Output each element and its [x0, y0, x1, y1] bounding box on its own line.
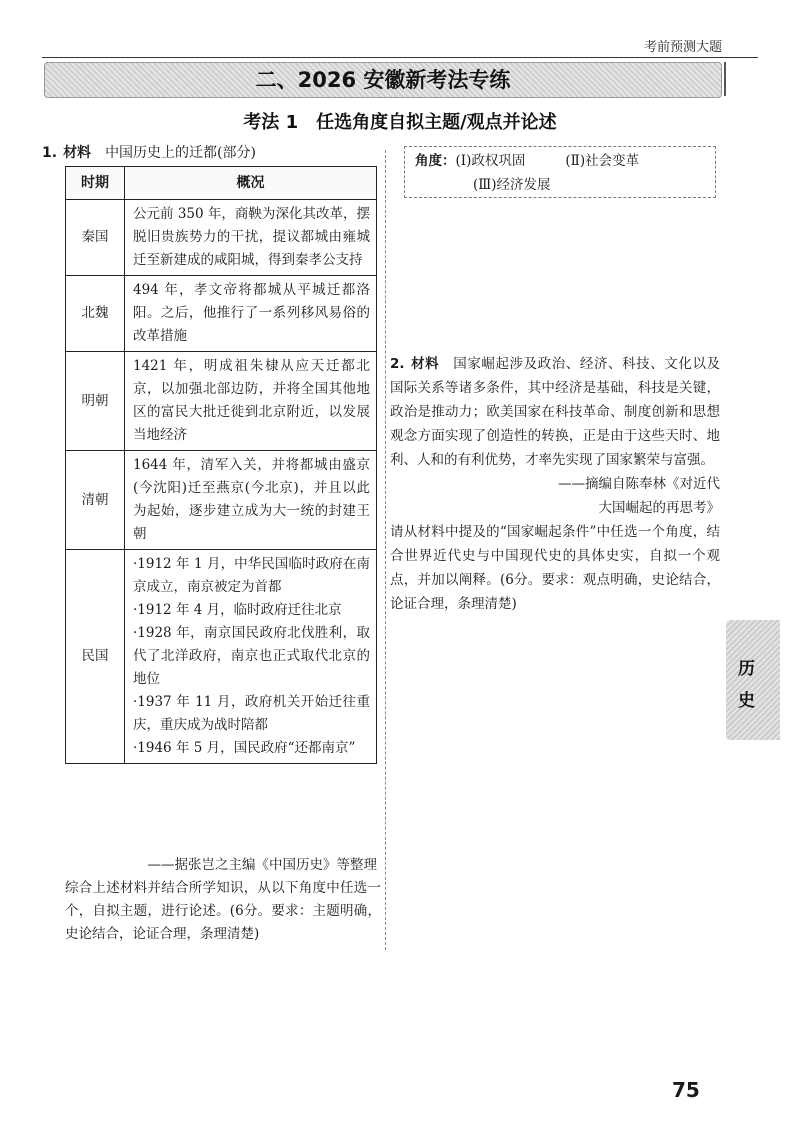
table-header-row	[66, 167, 377, 200]
period-cell: 北魏	[66, 276, 125, 352]
method-subtitle: 考法 1 任选角度自拟主题/观点并论述	[243, 112, 557, 133]
q1-tail	[65, 854, 381, 946]
period-cell: 清朝	[66, 451, 125, 550]
angles-row	[415, 173, 705, 197]
migration-table	[65, 166, 377, 764]
q2-number: 2.	[390, 356, 405, 372]
angle-item: (Ⅱ)社会变革	[565, 153, 640, 169]
angles-label: 角度：	[415, 153, 456, 169]
table-row	[66, 352, 377, 451]
angle-item: (Ⅲ)经济发展	[473, 177, 551, 193]
page-number: 75	[672, 1078, 700, 1102]
q1-prompt: 综合上述材料并结合所学知识，从以下角度中任选一个，自拟主题，进行论述。(6分。要求：主题明确，史论结合，论证合理，条理清楚)	[65, 880, 381, 942]
table-row	[66, 451, 377, 550]
period-cell: 秦国	[66, 200, 125, 276]
q2-material-label: 材料	[410, 356, 440, 372]
angle-indent	[415, 173, 473, 197]
table-row	[66, 200, 377, 276]
q2-material	[390, 352, 720, 472]
q2	[390, 352, 720, 616]
title-bar-tail	[718, 62, 726, 96]
section-label: 考前预测大题	[643, 40, 722, 55]
q1-source: ——据张岂之主编《中国历史》等整理	[147, 857, 377, 873]
q2-material-body: 国家崛起涉及政治、经济、科技、文化以及国际关系等诸多条件，其中经济是基础，科技是关键，政治是推动力；欧美国家在科技革命、制度创新和思想观念方面实现了创造性的转换，正是由于这些天时、地利、人和的有利优势，才率先实现了国家繁荣与富强。	[390, 356, 721, 468]
timeline-entry: ·1937 年 11 月，政府机关开始迁往重庆，重庆成为战时陪都	[133, 694, 370, 733]
side-tab-char: 历	[738, 659, 755, 679]
table-header-overview: 概况	[125, 167, 377, 200]
period-cell: 明朝	[66, 352, 125, 451]
table-row	[66, 550, 377, 764]
column-divider	[385, 150, 386, 950]
q1-material-title: 中国历史上的迁都(部分)	[105, 145, 256, 161]
table-row	[66, 276, 377, 352]
angles-box	[404, 146, 716, 198]
overview-cell: 494 年，孝文帝将都城从平城迁都洛阳。之后，他推行了一系列移风易俗的改革措施	[125, 276, 377, 352]
q1-material-label: 材料	[63, 145, 92, 161]
timeline-entry: ·1912 年 1 月，中华民国临时政府在南京成立，南京被定为首都	[133, 556, 370, 595]
overview-cell: 公元前 350 年，商鞅为深化其改革，摆脱旧贵族势力的干扰，提议都城由雍城迁至新建成的咸阳城，得到秦孝公支持	[125, 200, 377, 276]
table-header-period: 时期	[66, 167, 125, 200]
timeline-entry: ·1946 年 5 月，国民政府“还都南京”	[133, 740, 356, 756]
overview-cell: 1421 年，明成祖朱棣从应天迁都北京，以加强北部边防，并将全国其他地区的富民大批迁徙到北京附近，以发展当地经济	[125, 352, 377, 451]
timeline-entry: ·1912 年 4 月，临时政府迁往北京	[133, 602, 342, 618]
timeline-entry: ·1928 年，南京国民政府北伐胜利，取代了北洋政府，南京也正式取代北京的地位	[133, 625, 370, 687]
q2-source-line: 大国崛起的再思考》	[598, 500, 720, 516]
angle-item: (Ⅰ)政权巩固	[455, 153, 526, 169]
angles-row	[415, 149, 705, 173]
side-tab-char: 史	[738, 691, 755, 711]
section-title: 二、2026 安徽新考法专练	[44, 62, 722, 98]
header-rule	[42, 57, 758, 58]
overview-cell	[125, 550, 377, 764]
subject-side-tab	[726, 620, 780, 740]
angle-gap	[525, 149, 565, 173]
q1-number: 1.	[42, 145, 58, 161]
q2-prompt: 请从材料中提及的“国家崛起条件”中任选一个角度，结合世界近代史与中国现代史的具体史实，自拟一个观点，并加以阐释。(6分。要求：观点明确，史论结合，论证合理，条理清楚)	[390, 524, 720, 612]
period-cell: 民国	[66, 550, 125, 764]
q2-source-line: ——摘编自陈奉林《对近代	[558, 476, 720, 492]
q1-heading	[42, 142, 256, 162]
overview-cell: 1644 年，清军入关，并将都城由盛京(今沈阳)迁至燕京(今北京)，并且以此为起始，逐步建立成为大一统的封建王朝	[125, 451, 377, 550]
